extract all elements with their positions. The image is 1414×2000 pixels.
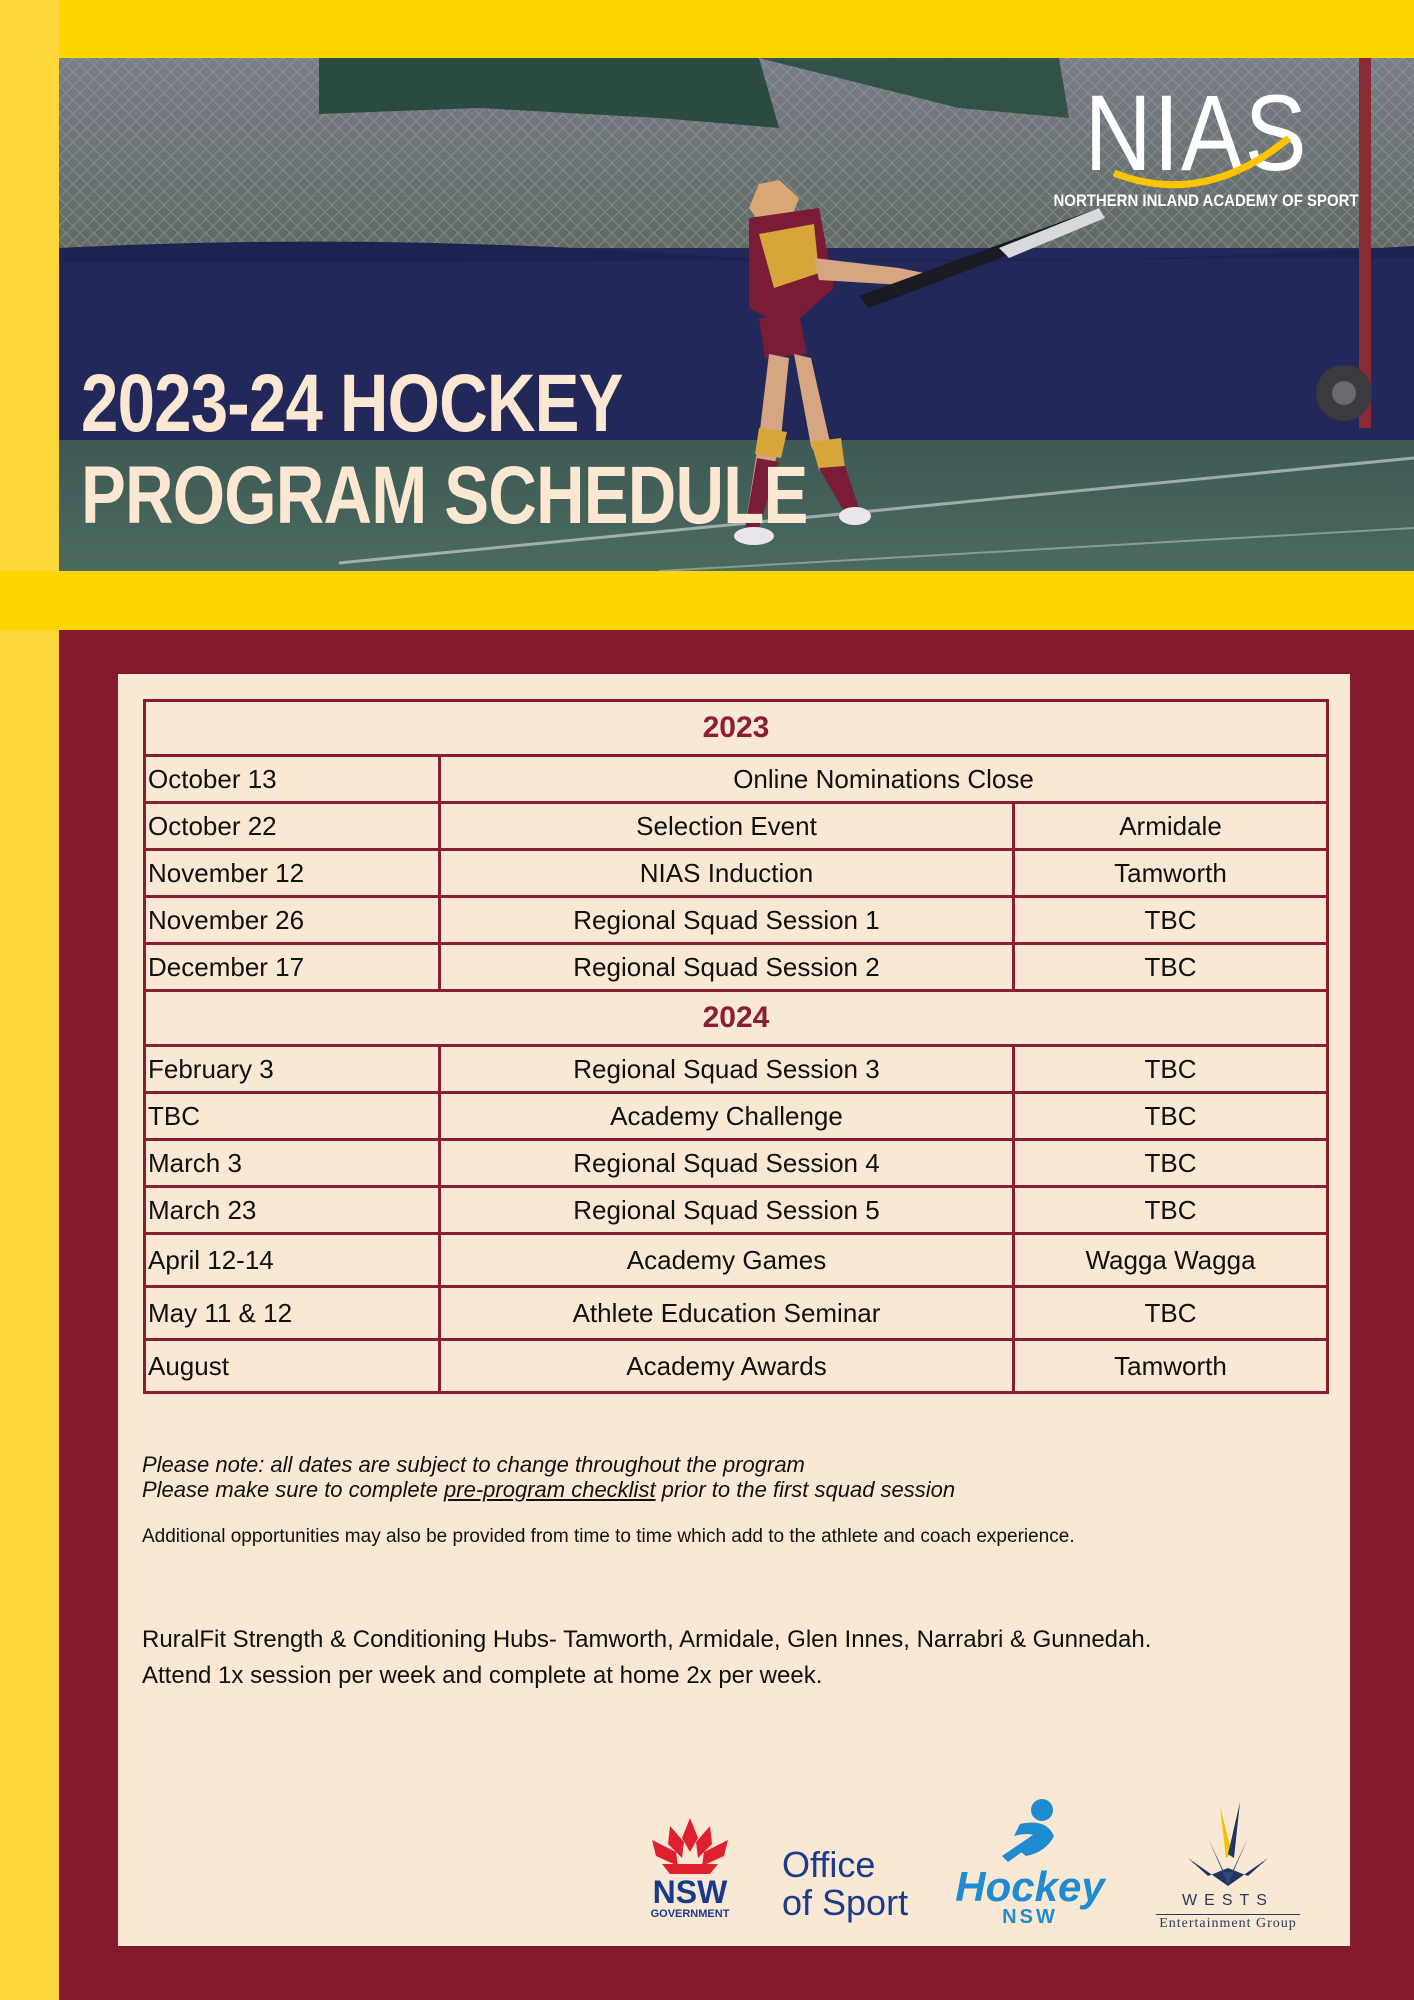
row-location: TBC [1014,1287,1328,1340]
wests-emblem-icon [1128,1798,1328,1890]
row-date: March 23 [145,1187,440,1234]
nsw-government-text: GOVERNMENT [650,1908,730,1920]
wests-text: WESTS [1182,1892,1274,1909]
nsw-government-logo [640,1812,740,1922]
nias-logo-subtitle: NORTHERN INLAND ACADEMY OF SPORT [1053,191,1359,210]
ruralfit-line-1: RuralFit Strength & Conditioning Hubs- Tamworth, Armidale, Glen Innes, Narrabri & Gunnedah. [142,1626,1152,1653]
row-date: May 11 & 12 [145,1287,440,1340]
pre-program-checklist-link[interactable]: pre-program checklist [444,1477,656,1502]
note-checklist-post: prior to the first squad session [655,1477,956,1502]
row-event: Academy Awards [440,1340,1014,1393]
office-of-sport-line-2: of Sport [782,1882,909,1923]
row-event: Regional Squad Session 4 [440,1140,1014,1187]
row-location: Wagga Wagga [1014,1234,1328,1287]
row-event: Academy Challenge [440,1093,1014,1140]
table-row [145,803,1328,850]
row-location: TBC [1014,1187,1328,1234]
hockey-nsw-logo [950,1796,1110,1926]
top-yellow-band [0,0,1414,58]
mid-yellow-band [0,571,1414,630]
row-event: Academy Games [440,1234,1014,1287]
year-row-2023 [145,701,1328,756]
table-row [145,1093,1328,1140]
row-date: October 13 [145,756,440,803]
table-row [145,850,1328,897]
year-heading: 2023 [145,701,1328,756]
office-of-sport-line-1: Office [782,1844,876,1885]
row-date: August [145,1340,440,1393]
row-date: April 12-14 [145,1234,440,1287]
year-row-2024 [145,991,1328,1046]
row-date: October 22 [145,803,440,850]
row-location: Tamworth [1014,850,1328,897]
hero-banner [59,58,1414,571]
wests-divider [1156,1914,1300,1915]
hockey-text: Hockey [955,1863,1105,1910]
row-date: March 3 [145,1140,440,1187]
note-checklist [142,1477,1322,1502]
table-row [145,1287,1328,1340]
row-event: Regional Squad Session 5 [440,1187,1014,1234]
table-row [145,1234,1328,1287]
nsw-text: NSW [652,1874,728,1910]
title-line-2: PROGRAM SCHEDULE [81,450,808,541]
row-location: TBC [1014,897,1328,944]
schedule-card [118,674,1350,1946]
waratah-icon [640,1812,740,1876]
table-row [145,756,1328,803]
nias-logo-text: NIAS [1084,72,1309,193]
row-location: TBC [1014,1140,1328,1187]
nias-logo [1034,72,1359,223]
year-heading: 2024 [145,991,1328,1046]
row-event: Selection Event [440,803,1014,850]
schedule-table [143,699,1329,1394]
row-event: Regional Squad Session 1 [440,897,1014,944]
row-date: November 26 [145,897,440,944]
schedule-notes [142,1452,1322,1502]
ruralfit-info [142,1622,1322,1694]
row-date: December 17 [145,944,440,991]
row-location: TBC [1014,1093,1328,1140]
note-checklist-pre: Please make sure to complete [142,1477,445,1502]
wests-entertainment-logo [1128,1798,1328,1930]
title-line-1: 2023-24 HOCKEY [81,358,623,449]
ruralfit-line-2: Attend 1x session per week and complete at home 2x per week. [142,1662,823,1689]
page-title [81,358,808,542]
table-row [145,897,1328,944]
hockey-nsw-text: NSW [1002,1906,1058,1928]
row-location: TBC [1014,1046,1328,1093]
table-row [145,944,1328,991]
left-yellow-band [0,0,59,2000]
note-dates-change: Please note: all dates are subject to change throughout the program [142,1452,805,1477]
wests-subtitle: Entertainment Group [1159,1916,1297,1931]
row-location: TBC [1014,944,1328,991]
row-event: Online Nominations Close [440,756,1328,803]
hockey-player-icon [950,1796,1110,1868]
row-location: Armidale [1014,803,1328,850]
office-of-sport-logo [782,1846,942,1922]
table-row [145,1046,1328,1093]
table-row [145,1187,1328,1234]
row-event: Regional Squad Session 3 [440,1046,1014,1093]
row-date: TBC [145,1093,440,1140]
table-row [145,1340,1328,1393]
table-row [145,1140,1328,1187]
row-location: Tamworth [1014,1340,1328,1393]
row-event: NIAS Induction [440,850,1014,897]
additional-opportunities-text: Additional opportunities may also be provided from time to time which add to the athlete and coach experience. [142,1526,1075,1547]
row-event: Regional Squad Session 2 [440,944,1014,991]
nias-swoosh-icon [1034,72,1359,198]
row-event: Athlete Education Seminar [440,1287,1014,1340]
row-date: February 3 [145,1046,440,1093]
row-date: November 12 [145,850,440,897]
